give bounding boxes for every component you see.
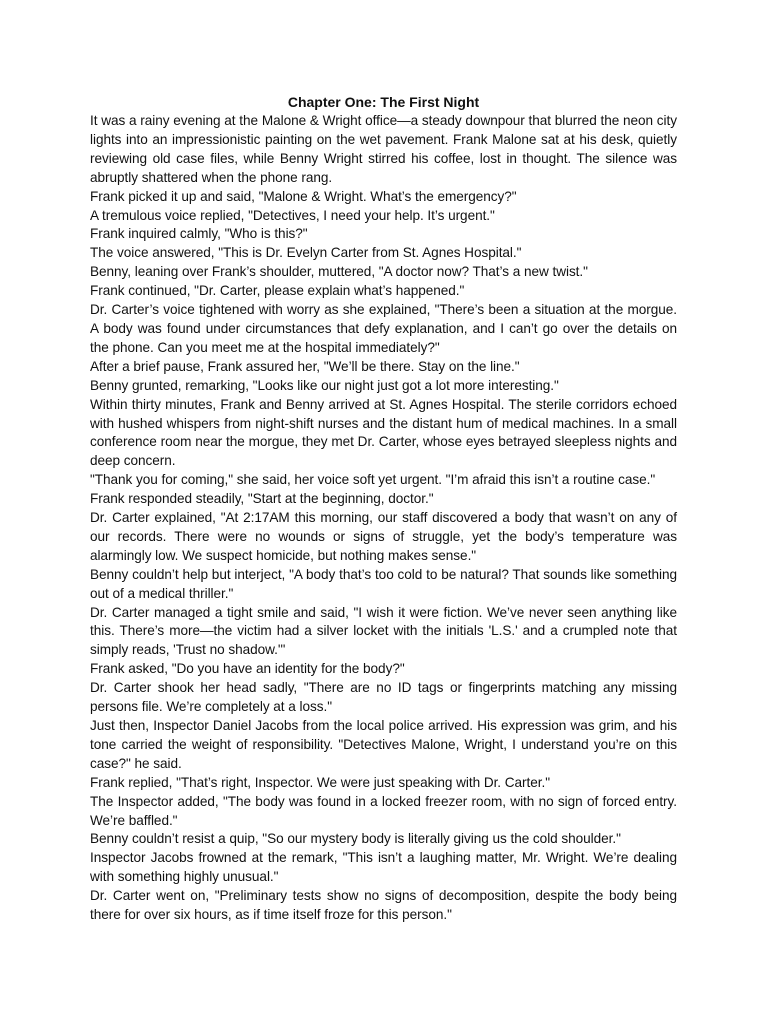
paragraph: Just then, Inspector Daniel Jacobs from the local police arrived. His expression was grim, and his tone carried the weight of responsibility. "Detectives Malone, Wright, I understand you’re on this case?" he said. [90, 718, 677, 771]
paragraph: Frank responded steadily, "Start at the beginning, doctor." [90, 491, 434, 507]
paragraph: Benny couldn’t resist a quip, "So our mystery body is literally giving us the cold shoulder." [90, 831, 621, 847]
paragraph: A tremulous voice replied, "Detectives, I need your help. It’s urgent." [90, 207, 495, 223]
paragraph: Dr. Carter’s voice tightened with worry as she explained, "There’s been a situation at the morgue. A body was found under circumstances that defy explanation, and I can’t go over the details on the phone. Can you meet me at the hospital immediately?" [90, 302, 677, 355]
paragraph: Dr. Carter went on, "Preliminary tests show no signs of decomposition, despite the body being there for over six hours, as if time itself froze for this person." [90, 888, 677, 923]
paragraph: Frank asked, "Do you have an identity for the body?" [90, 661, 405, 677]
paragraph: The voice answered, "This is Dr. Evelyn Carter from St. Agnes Hospital." [90, 245, 522, 261]
paragraph: "Thank you for coming," she said, her voice soft yet urgent. "I’m afraid this isn’t a routine case." [90, 472, 656, 488]
paragraph: Dr. Carter explained, "At 2:17AM this morning, our staff discovered a body that wasn’t on any of our records. There were no wounds or signs of struggle, yet the body’s temperature was alarmingly low. We suspect homicide, but nothing makes sense." [90, 510, 677, 563]
paragraph: Benny, leaning over Frank’s shoulder, muttered, "A doctor now? That’s a new twist." [90, 264, 588, 280]
paragraph: Benny grunted, remarking, "Looks like our night just got a lot more interesting." [90, 377, 559, 393]
paragraph: Inspector Jacobs frowned at the remark, "This isn’t a laughing matter, Mr. Wright. We’re dealing with something highly unusual." [90, 850, 677, 885]
paragraph: Frank continued, "Dr. Carter, please explain what’s happened." [90, 283, 465, 299]
paragraph: Frank picked it up and said, "Malone & Wright. What’s the emergency?" [90, 188, 517, 204]
document-page [90, 93, 677, 925]
paragraph: After a brief pause, Frank assured her, "We’ll be there. Stay on the line." [90, 358, 520, 374]
paragraph: Frank replied, "That’s right, Inspector. We were just speaking with Dr. Carter." [90, 774, 550, 790]
paragraph: Benny couldn’t help but interject, "A body that’s too cold to be natural? That sounds like something out of a medical thriller." [90, 566, 677, 601]
paragraph: Frank inquired calmly, "Who is this?" [90, 226, 308, 242]
chapter-title: Chapter One: The First Night [287, 94, 480, 110]
paragraph: Dr. Carter managed a tight smile and said, "I wish it were fiction. We’ve never seen anything like this. There’s more—the victim had a silver locket with the initials 'L.S.' and a crumpled note that simply reads, 'Trust no shadow.'" [90, 604, 677, 658]
paragraph: It was a rainy evening at the Malone & Wright office—a steady downpour that blurred the neon city lights into an impressionistic painting on the wet pavement. Frank Malone sat at his desk, quietly reviewing old case files, while Benny Wright stirred his coffee, lost in thought. The silence was abruptly shattered when the phone rang. [90, 113, 677, 185]
paragraph: Within thirty minutes, Frank and Benny arrived at St. Agnes Hospital. The sterile corridors echoed with hushed whispers from night-shift nurses and the distant hum of medical machines. In a small conference room near the morgue, they met Dr. Carter, whose eyes betrayed sleepless nights and deep concern. [90, 396, 677, 469]
paragraph: The Inspector added, "The body was found in a locked freezer room, with no sign of forced entry. We’re baffled." [90, 793, 677, 828]
paragraph: Dr. Carter shook her head sadly, "There are no ID tags or fingerprints matching any missing persons file. We’re completely at a loss." [90, 680, 677, 715]
